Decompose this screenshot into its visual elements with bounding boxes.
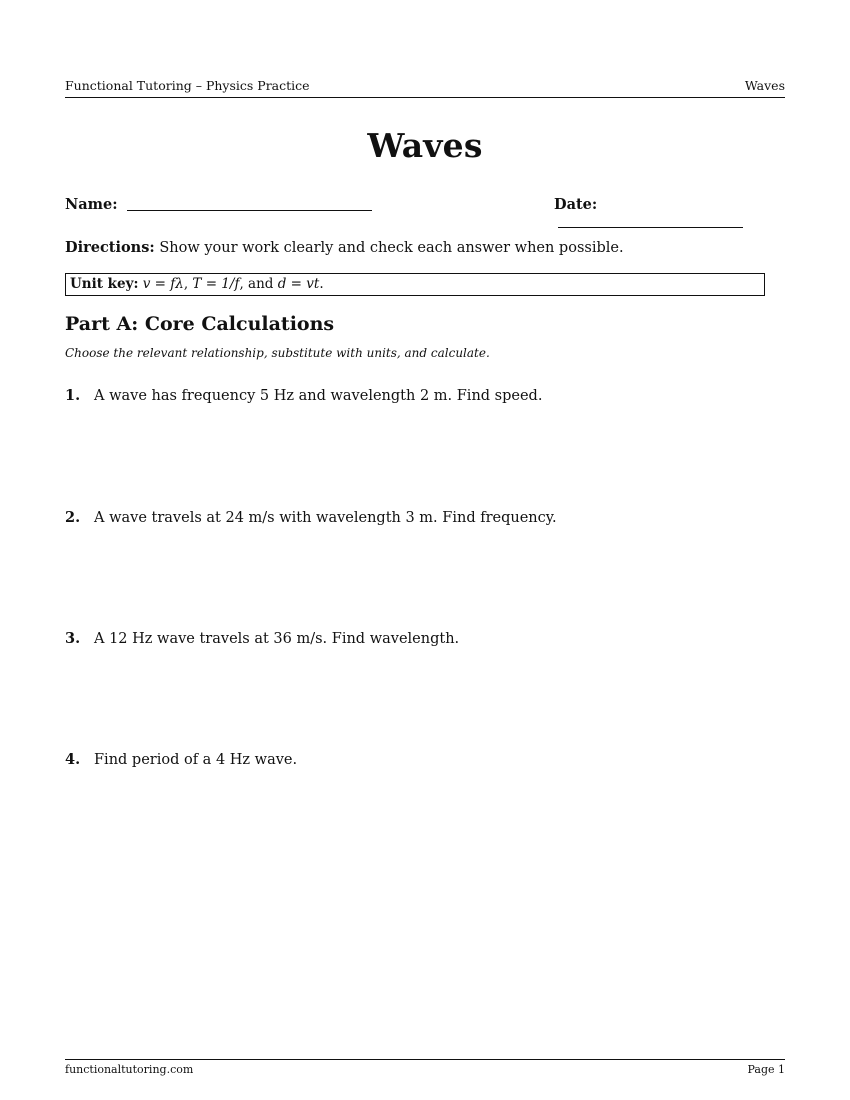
question-item [65, 509, 557, 526]
header-course-title: Functional Tutoring – Physics Practice [65, 78, 310, 93]
header-topic: Waves [744, 78, 785, 93]
question-item [65, 630, 459, 647]
part-a-heading: Part A: Core Calculations [65, 313, 335, 335]
directions-text: Show your work clearly and check each answer when possible. [159, 240, 624, 256]
page-title: Waves [367, 126, 483, 165]
name-field [65, 196, 372, 213]
running-header [65, 77, 785, 98]
question-text: A wave has frequency 5 Hz and wavelength 2 m. Find speed. [94, 388, 543, 404]
directions [65, 239, 624, 256]
question-text: A 12 Hz wave travels at 36 m/s. Find wavelength. [94, 631, 460, 647]
question-number: 2. [65, 509, 81, 526]
unit-key-label: Unit key: [70, 276, 139, 292]
formula-distance: d = vt [277, 276, 320, 292]
date-label: Date: [554, 196, 598, 213]
name-blank-line[interactable] [127, 196, 372, 211]
formula-period: T = 1/f [192, 276, 240, 292]
question-number: 3. [65, 630, 81, 647]
footer-page-number: Page 1 [747, 1063, 785, 1076]
formula-speed: v = fλ [142, 276, 184, 292]
date-field [554, 196, 785, 230]
worksheet-page [65, 0, 785, 1100]
question-item [65, 751, 297, 768]
question-number: 1. [65, 387, 81, 404]
question-item [65, 387, 542, 404]
footer-website: functionaltutoring.com [65, 1063, 194, 1076]
question-text: A wave travels at 24 m/s with wavelength 3 m. Find frequency. [94, 510, 557, 526]
question-text: Find period of a 4 Hz wave. [94, 752, 298, 768]
directions-label: Directions: [65, 239, 155, 256]
date-blank-line[interactable] [558, 213, 743, 228]
unit-key-box: Unit key: v = fλ, T = 1/f, and d = vt. [65, 273, 765, 296]
running-footer [65, 1059, 785, 1076]
part-a-subtitle: Choose the relevant relationship, substitute with units, and calculate. [65, 346, 490, 360]
question-number: 4. [65, 751, 81, 768]
formula-joiner: and [248, 276, 274, 292]
name-label: Name: [65, 196, 118, 213]
